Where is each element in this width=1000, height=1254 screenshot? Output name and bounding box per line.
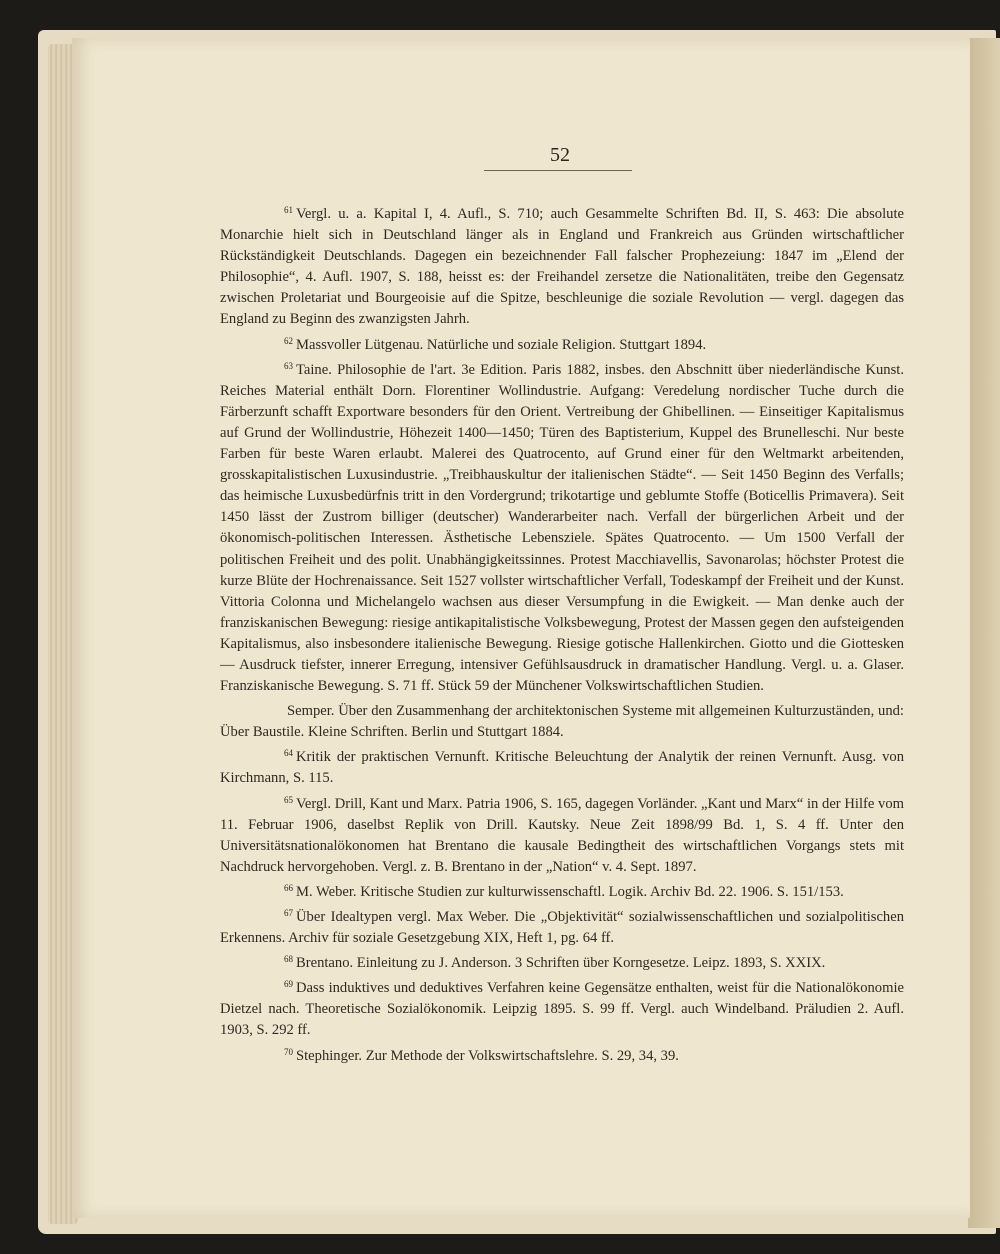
footnote-marker: 65 <box>284 794 293 805</box>
footnote-text: Taine. Philosophie de l'art. 3e Edition. Paris 1882, insbes. den Abschnitt über niederländische Kunst. Reiches Material enthält Dorn. Florentiner Wollindustrie. Aufgang: Veredelung nordischer Tuche durch die Färberzunft schafft Exportware besonders für den Orient. Vertreibung der Ghibellinen. — Einseitiger Kapitalismus auf Grund der Wollindustrie, Höhezeit 1400—1450; Türen des Baptisterium, Kuppel des Brunelleschi. Nur beste Farben für beste Waren erlaubt. Malerei des Quatrocento, auf Grund einer für den Weltmarkt arbeitenden, grosskapitalistischen Luxusindustrie. „Treibhauskultur der italienischen Städte“. — Seit 1450 Beginn des Verfalls; das heimische Luxusbedürfnis tritt in den Vordergrund; trikotartige und geblumte Stoffe (Boticellis Primavera). Seit 1450 lässt der Zustrom billiger (deutscher) Wanderarbeiter nach. Verfall der bürgerlichen Arbeit und der ökonomisch-politischen Interessen. Ästhetische Lebensziele. Spätes Quatrocento. — Um 1500 Verfall der politischen Freiheit und des polit. Unabhängigkeitssinnes. Protest Macchiavellis, Savonarolas; höchster Protest die kurze Blüte der Hochrenaissance. Seit 1527 vollster wirtschaftlicher Verfall, Todeskampf der Freiheit und der Kunst. Vittoria Colonna und Michelangelo wachsen aus dieser Versumpfung in die Ewigkeit. — Man denke auch der franziskanischen Bewegung: riesige antikapitalistische Volksbewegung, Protest der Massen gegen den aufsteigenden Kapitalismus, also insbesondere italienische Bewegung. Riesige gotische Hallenkirchen. Giotto und die Giottesken — Ausdruck tiefster, innerer Erregung, intensiver Gefühlsausdruck in dramatischer Handlung. Vergl. u. a. Glaser. Franziskanische Bewegung. S. 71 ff. Stück 59 der Münchener Volkswirtschaftlichen Studien. <box>220 361 904 695</box>
footnote-text: Massvoller Lütgenau. Natürliche und soziale Religion. Stuttgart 1894. <box>296 336 707 353</box>
footnote-text: Dass induktives und deduktives Verfahren keine Gegensätze enthalten, weist für die Nationalökonomie Dietzel nach. Theoretische Sozialökonomik. Leipzig 1895. S. 99 ff. Vergl. auch Windelband. Präludien 2. Aufl. 1903, S. 292 ff. <box>220 980 904 1039</box>
footnote-63 <box>220 356 904 698</box>
footnote-marker: 64 <box>284 748 293 759</box>
page-number: 52 <box>550 144 570 166</box>
footnote-text: Brentano. Einleitung zu J. Anderson. 3 Schriften über Korngesetze. Leipz. 1893, S. XXIX. <box>296 955 826 972</box>
header-rule <box>484 170 632 171</box>
footnote-marker: 61 <box>284 205 293 215</box>
footnote-marker: 68 <box>284 954 293 965</box>
footnote-marker: 66 <box>284 882 293 893</box>
footnote-text: Über Idealtypen vergl. Max Weber. Die „Objektivität“ sozialwissenschaftlichen und sozialpolitischen Erkennens. Archiv für soziale Gesetzgebung XIX, Heft 1, pg. 64 ff. <box>220 909 904 947</box>
footnote-marker: 69 <box>284 979 293 990</box>
footnote-text: Kritik der praktischen Vernunft. Kritische Beleuchtung der Analytik der reinen Vernunft. Ausg. von Kirchmann, S. 115. <box>220 749 904 787</box>
footnote-64 <box>220 743 904 789</box>
footnote-marker: 67 <box>284 908 293 918</box>
footnote-61 <box>220 200 904 331</box>
footnote-62 <box>220 331 904 356</box>
footnote-66 <box>220 878 904 903</box>
footnote-text: Stephinger. Zur Methode der Volkswirtschaftslehre. S. 29, 34, 39. <box>296 1047 679 1064</box>
footnote-marker: 70 <box>284 1046 293 1057</box>
footnote-text: Vergl. u. a. Kapital I, 4. Aufl., S. 710; auch Gesammelte Schriften Bd. II, S. 463: Die absolute Monarchie hielt sich in Deutschland länger als in England und Frankreich aus Gründen wirtschaftlicher Rückständigkeit Deutschlands. Dagegen ein bezeichnender Fall falscher Prophezeiung: 1847 im „Elend der Philosophie“, 4. Aufl. 1907, S. 188, heisst es: der Freihandel zersetze die Nationalitäten, treibe den Gegensatz zwischen Proletariat und Bourgeoisie auf die Spitze, beschleunige die soziale Revolution — vergl. dagegen das England zu Beginn des zwanzigsten Jahrh. <box>220 206 904 328</box>
footnote-text: M. Weber. Kritische Studien zur kulturwissenschaftl. Logik. Archiv Bd. 22. 1906. S. 151/153. <box>296 883 844 900</box>
footnote-marker: 63 <box>284 360 293 371</box>
facing-page-edge <box>968 38 1000 1228</box>
footnote-68 <box>220 949 904 974</box>
footnotes <box>220 200 904 1067</box>
footnote-67 <box>220 903 904 949</box>
footnote-marker: 62 <box>284 335 293 346</box>
footnote-69 <box>220 974 904 1041</box>
footnote-63-continued <box>220 697 904 743</box>
footnote-text: Semper. Über den Zusammenhang der architektonischen Systeme mit allgemeinen Kulturzuständen, und: Über Baustile. Kleine Schriften. Berlin und Stuttgart 1884. <box>220 703 904 741</box>
footnote-text: Vergl. Drill, Kant und Marx. Patria 1906, S. 165, dagegen Vorländer. „Kant und Marx“ in der Hilfe vom 11. Februar 1906, daselbst Replik von Drill. Kautsky. Neue Zeit 1898/99 Bd. 1, S. 4 ff. Unter den Universitätsnationalökonomen hat Brentano die kausale Bedingtheit des wirtschaftlichen Vorgangs stets mit Nachdruck hervorgehoben. Vergl. z. B. Brentano in der „Nation“ v. 4. Sept. 1897. <box>220 795 904 875</box>
footnote-65 <box>220 790 904 878</box>
footnote-70 <box>220 1042 904 1067</box>
